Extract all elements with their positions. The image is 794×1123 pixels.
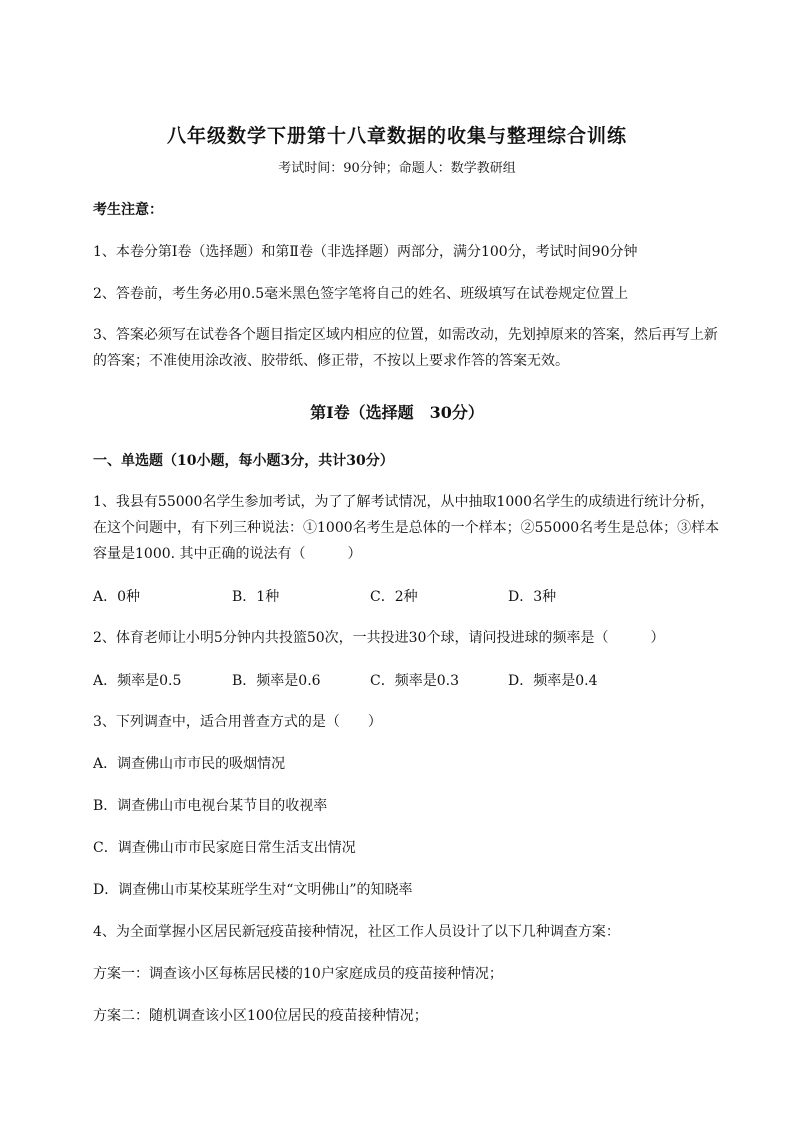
- q2-option-d[interactable]: D．频率是0.4: [508, 673, 598, 689]
- part-heading: 一、单选题（10小题，每小题3分，共计30分）: [93, 453, 394, 469]
- q1-line-1: 1、我县有55000名学生参加考试，为了了解考试情况，从中抽取1000名学生的成绩进行统计分析，: [93, 494, 715, 510]
- q2-stem: 2、体育老师让小明5分钟内共投篮50次，一共投进30个球，请问投进球的频率是（ ）: [93, 630, 665, 646]
- q1-options: [93, 586, 713, 608]
- q3-option-c[interactable]: C．调查佛山市市民家庭日常生活支出情况: [93, 840, 356, 856]
- q4-plan-1: 方案一：调查该小区每栋居民楼的10户家庭成员的疫苗接种情况；: [93, 966, 503, 982]
- q1-option-a[interactable]: A．0种: [93, 589, 141, 605]
- q3-option-b[interactable]: B．调查佛山市电视台某节目的收视率: [93, 798, 328, 814]
- q1-option-c[interactable]: C．2种: [370, 589, 418, 605]
- page-title: 八年级数学下册第十八章数据的收集与整理综合训练: [166, 125, 627, 147]
- exam-subtitle: 考试时间：90分钟；命题人：数学教研组: [278, 161, 516, 176]
- q2-option-b[interactable]: B．频率是0.6: [232, 673, 321, 689]
- q4-stem: 4、为全面掌握小区居民新冠疫苗接种情况，社区工作人员设计了以下几种调查方案：: [93, 924, 620, 940]
- q1-option-d[interactable]: D．3种: [508, 589, 557, 605]
- q3-option-d[interactable]: D．调查佛山市某校某班学生对“文明佛山”的知晓率: [93, 882, 413, 898]
- q1-option-b[interactable]: B．1种: [232, 589, 280, 605]
- notice-item-2: 2、答卷前，考生务必用0.5毫米黑色签字笔将自己的姓名、班级填写在试卷规定位置上: [93, 286, 629, 302]
- q2-options: [93, 670, 713, 692]
- notice-item-3: 3、答案必须写在试卷各个题目指定区域内相应的位置，如需改动，先划掉原来的答案，然后再写上新: [93, 327, 718, 343]
- q4-plan-2: 方案二：随机调查该小区100位居民的疫苗接种情况；: [93, 1008, 428, 1024]
- q3-option-a[interactable]: A．调查佛山市市民的吸烟情况: [93, 756, 286, 772]
- section-title: 第I卷（选择题 30分）: [310, 403, 484, 422]
- q1-line-2: 在这个问题中，有下列三种说法：①1000名考生是总体的一个样本；②55000名考生是总体；③样本: [93, 520, 720, 536]
- q2-option-a[interactable]: A．频率是0.5: [93, 673, 182, 689]
- q2-option-c[interactable]: C．频率是0.3: [370, 673, 459, 689]
- q1-line-3: 容量是1000. 其中正确的说法有（ ）: [93, 546, 362, 562]
- notice-item-1: 1、本卷分第I卷（选择题）和第Ⅱ卷（非选择题）两部分，满分100分，考试时间90分钟: [93, 244, 638, 260]
- notice-item-3-cont: 的答案；不准使用涂改液、胶带纸、修正带，不按以上要求作答的答案无效。: [93, 353, 569, 369]
- q3-stem: 3、下列调查中，适合用普查方式的是（ ）: [93, 714, 382, 730]
- notice-heading: 考生注意：: [93, 202, 163, 218]
